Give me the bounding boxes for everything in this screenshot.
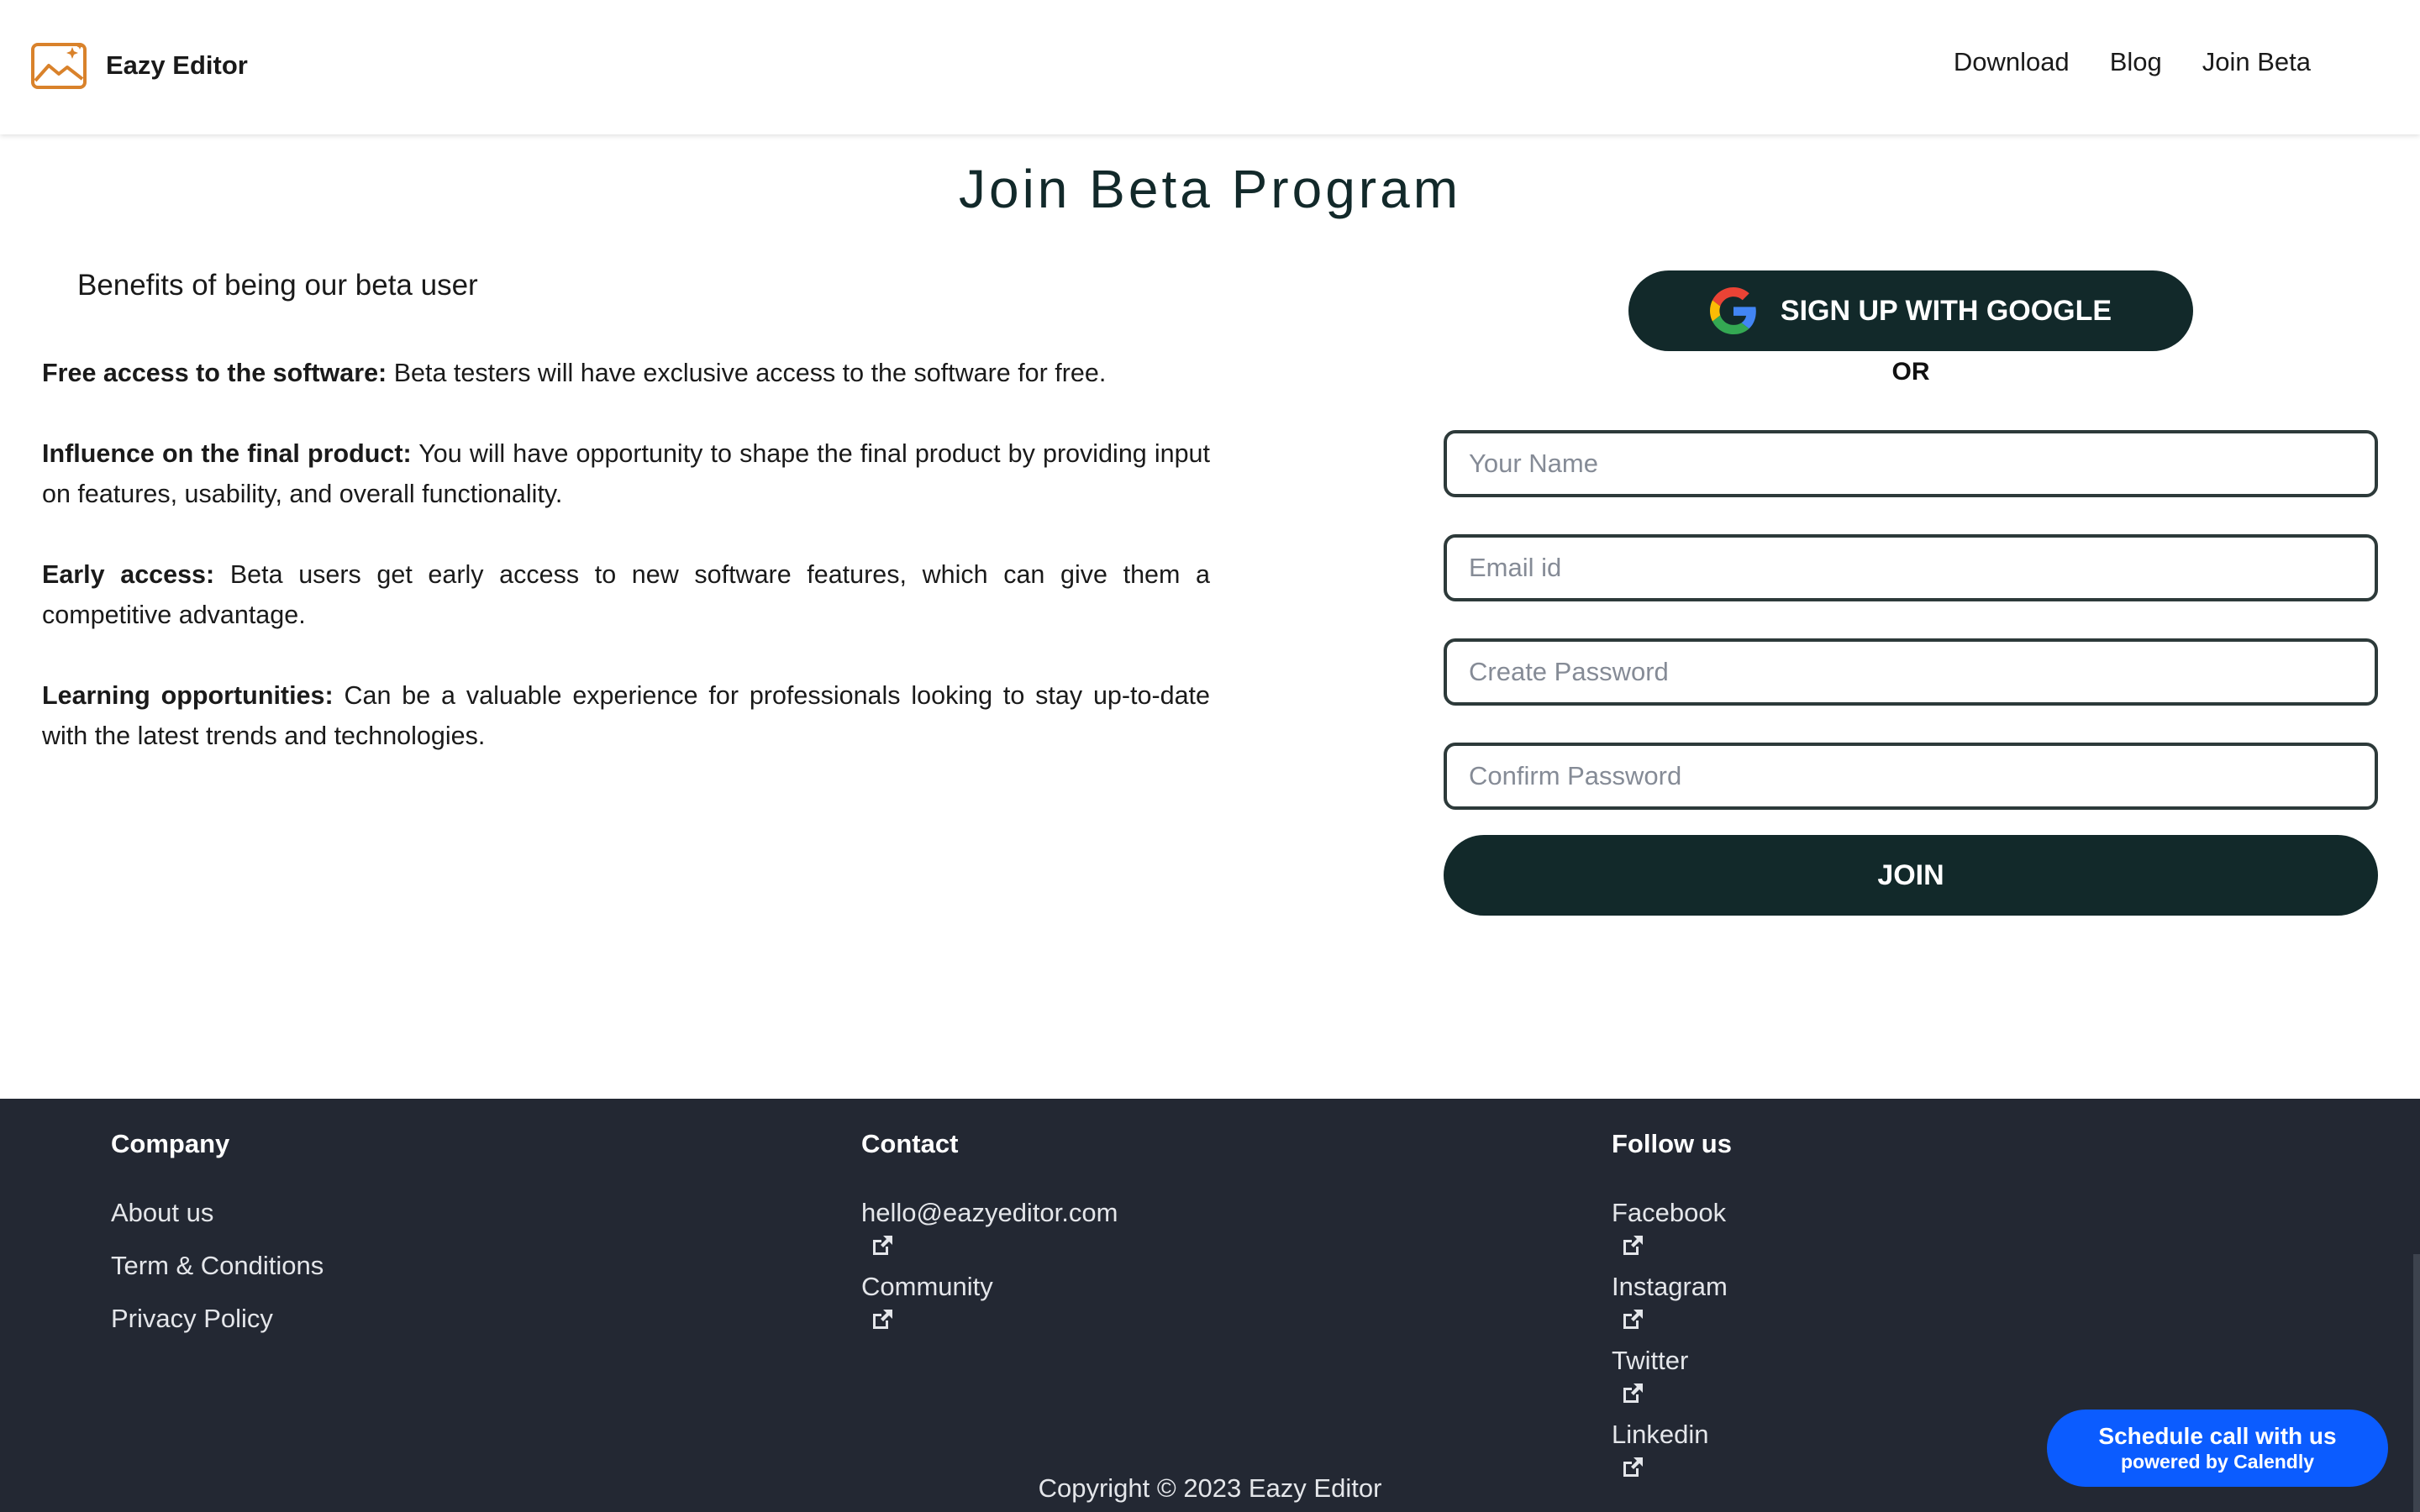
contact-email-link[interactable]: hello@eazyeditor.com [861,1198,1118,1227]
footer-follow [1612,1129,1732,1494]
benefit-title: Influence on the final product: [42,439,412,468]
linkedin-item [1612,1420,1732,1480]
contact-email-item [861,1198,1118,1258]
page-title: Join Beta Program [958,159,1462,219]
twitter-item [1612,1346,1732,1406]
external-link-icon[interactable] [1620,1233,1645,1258]
instagram-item [1612,1272,1732,1332]
email-field[interactable] [1444,534,2378,601]
external-link-icon[interactable] [1620,1307,1645,1332]
benefit-text: Beta users get early access to new software features, which can give them a competitive advantage. [42,560,1210,629]
community-link[interactable]: Community [861,1272,993,1301]
google-signup-label: SIGN UP WITH GOOGLE [1780,294,2112,327]
nav-blog[interactable]: Blog [2109,47,2162,76]
benefit-item [42,353,1210,393]
external-link-icon[interactable] [1620,1381,1645,1406]
external-link-icon[interactable] [870,1233,895,1258]
or-divider: OR [1891,358,1930,386]
brand[interactable] [30,40,248,91]
footer-contact [861,1129,1118,1346]
footer-contact-heading: Contact [861,1129,959,1158]
benefit-text: Can be a valuable experience for professionals looking to stay up-to-date with the latest trends and technologies. [42,681,1210,750]
create-password-field[interactable] [1444,638,2378,706]
calendly-schedule-button[interactable] [2047,1410,2388,1487]
copyright: Copyright © 2023 Eazy Editor [1038,1473,1382,1503]
benefit-item [42,433,1210,514]
benefit-title: Free access to the software: [42,359,387,387]
footer-follow-heading: Follow us [1612,1129,1732,1158]
privacy-policy-link[interactable]: Privacy Policy [111,1304,273,1333]
footer-company [111,1129,324,1357]
benefit-item [42,554,1210,635]
brand-name: Eazy Editor [106,50,248,80]
benefit-item [42,675,1210,756]
calendly-title: Schedule call with us [2098,1423,2337,1449]
join-button[interactable]: JOIN [1444,835,2378,916]
benefit-title: Early access: [42,560,215,589]
google-signup-button[interactable] [1628,270,2193,351]
about-us-link[interactable]: About us [111,1198,214,1227]
site-header [0,0,2420,134]
benefit-title: Learning opportunities: [42,681,334,710]
google-g-icon [1710,287,1757,334]
calendly-subtitle: powered by Calendly [2120,1451,2315,1473]
main-nav [1954,47,2311,77]
instagram-link[interactable]: Instagram [1612,1272,1728,1301]
terms-link[interactable]: Term & Conditions [111,1251,324,1280]
confirm-password-field[interactable] [1444,743,2378,810]
community-item [861,1272,1118,1332]
nav-download[interactable]: Download [1953,47,2070,76]
benefit-text: You will have opportunity to shape the final product by providing input on features, usability, and overall functionality. [42,439,1210,508]
image-sparkle-icon [30,40,87,91]
name-field[interactable] [1444,430,2378,497]
facebook-item [1612,1198,1732,1258]
scrollbar-thumb[interactable] [2413,1254,2420,1512]
benefits-heading: Benefits of being our beta user [77,269,478,302]
twitter-link[interactable]: Twitter [1612,1346,1689,1375]
footer-company-heading: Company [111,1129,230,1158]
nav-join-beta[interactable]: Join Beta [2202,47,2311,76]
external-link-icon[interactable] [870,1307,895,1332]
benefit-text: Beta testers will have exclusive access to the software for free. [387,359,1107,387]
linkedin-link[interactable]: Linkedin [1612,1420,1709,1449]
facebook-link[interactable]: Facebook [1612,1198,1727,1227]
benefits-section [42,269,1210,796]
